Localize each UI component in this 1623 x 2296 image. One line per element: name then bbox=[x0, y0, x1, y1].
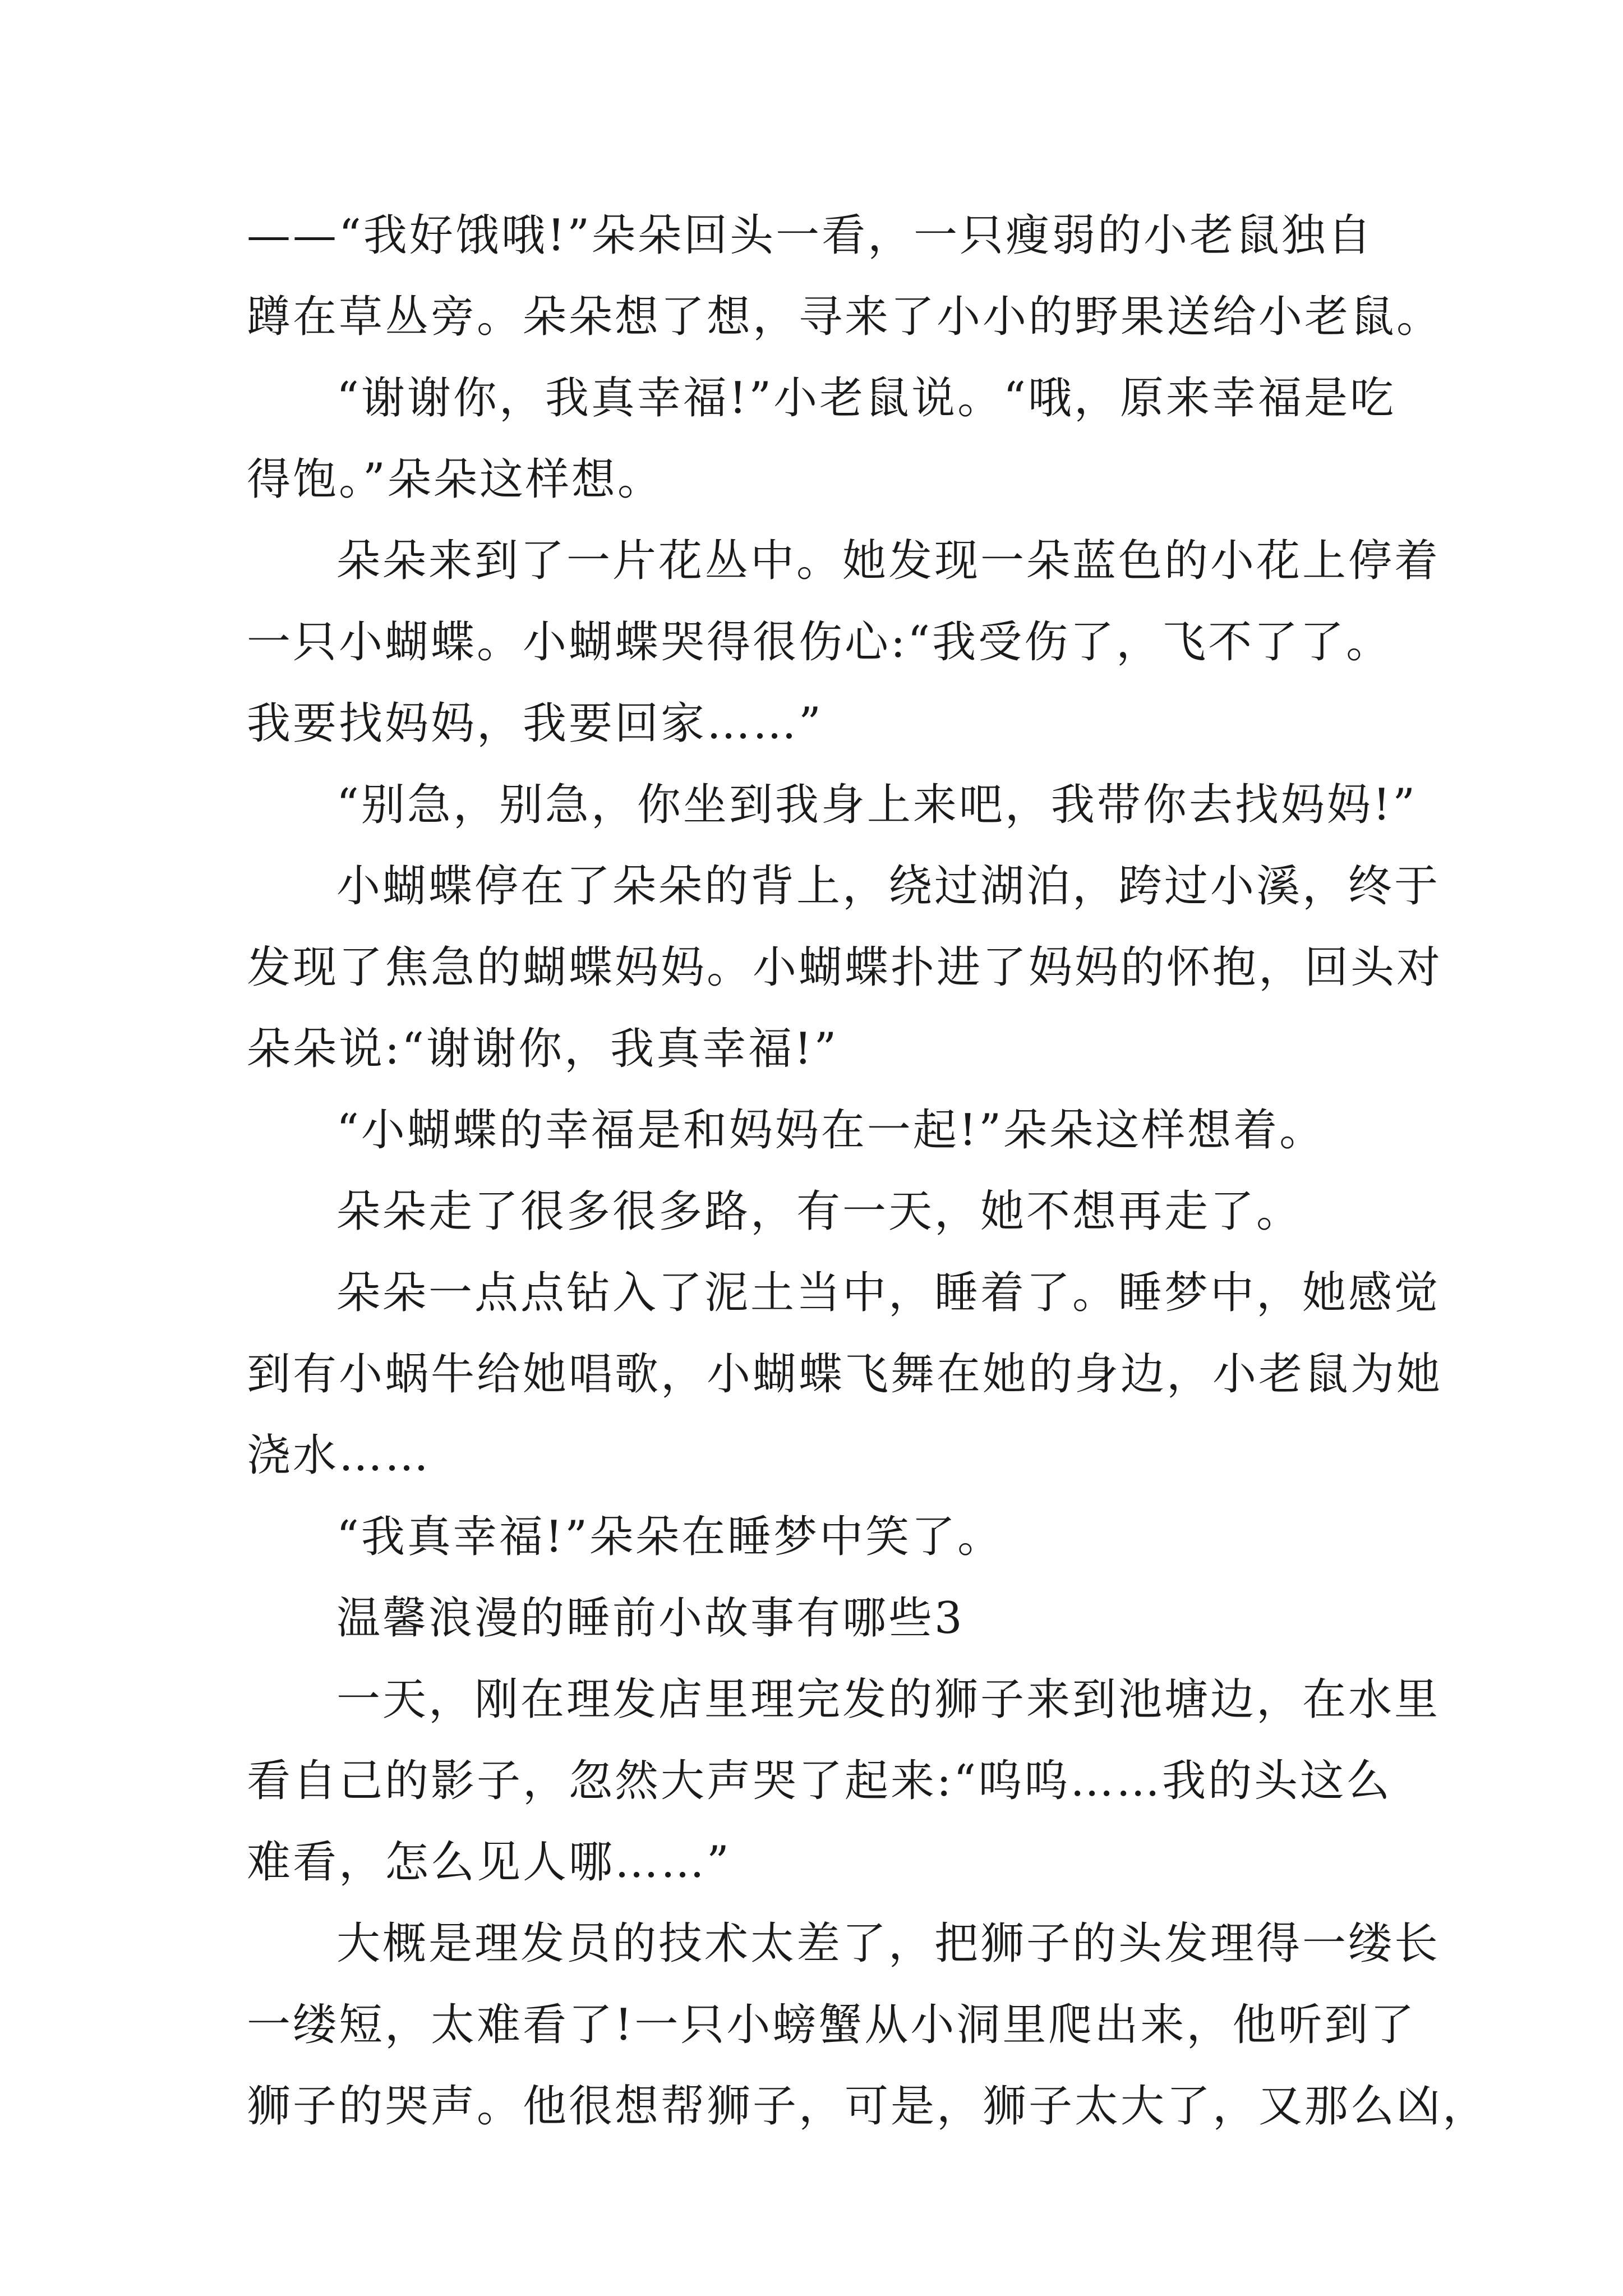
text-line: 狮子的哭声。他很想帮狮子，可是，狮子太大了，又那么凶， bbox=[247, 2081, 1489, 2132]
text-line: “小蝴蝶的幸福是和妈妈在一起!”朵朵这样想着。 bbox=[336, 1105, 1326, 1156]
text-line: 一缕短，太难看了!一只小螃蟹从小洞里爬出来，他听到了 bbox=[247, 2000, 1417, 2050]
text-line: 朵朵走了很多很多路，有一天，她不想再走了。 bbox=[336, 1186, 1303, 1237]
section-heading: 温馨浪漫的睡前小故事有哪些3 bbox=[336, 1593, 965, 1644]
text-line: “谢谢你，我真幸福!”小老鼠说。“哦，原来幸福是吃 bbox=[336, 373, 1396, 424]
text-line: 大概是理发员的技术太差了，把狮子的头发理得一缕长 bbox=[336, 1918, 1441, 1969]
text-line: 朵朵说:“谢谢你，我真幸福!” bbox=[247, 1024, 839, 1074]
text-line: ——“我好饿哦!”朵朵回头一看，一只瘦弱的小老鼠独自 bbox=[247, 210, 1374, 261]
text-line: 我要找妈妈，我要回家……” bbox=[247, 698, 823, 749]
text-line: 蹲在草丛旁。朵朵想了想，寻来了小小的野果送给小老鼠。 bbox=[247, 292, 1443, 342]
text-line: 难看，怎么见人哪……” bbox=[247, 1837, 731, 1888]
text-line: 浇水…… bbox=[247, 1430, 431, 1481]
text-line: “我真幸福!”朵朵在睡梦中笑了。 bbox=[336, 1512, 1004, 1562]
text-line: 一天，刚在理发店里理完发的狮子来到池塘边，在水里 bbox=[336, 1674, 1441, 1725]
text-line: “别急，别急，你坐到我身上来吧，我带你去找妈妈!” bbox=[336, 780, 1418, 830]
text-line: 朵朵来到了一片花丛中。她发现一朵蓝色的小花上停着 bbox=[336, 536, 1441, 586]
text-line: 小蝴蝶停在了朵朵的背上，绕过湖泊，跨过小溪，终于 bbox=[336, 861, 1441, 912]
text-line: 发现了焦急的蝴蝶妈妈。小蝴蝶扑进了妈妈的怀抱，回头对 bbox=[247, 942, 1443, 993]
text-line: 得饱。”朵朵这样想。 bbox=[247, 454, 663, 505]
text-line: 到有小蜗牛给她唱歌，小蝴蝶飞舞在她的身边，小老鼠为她 bbox=[247, 1349, 1443, 1400]
text-line: 一只小蝴蝶。小蝴蝶哭得很伤心:“我受伤了，飞不了了。 bbox=[247, 617, 1393, 668]
text-line: 看自己的影子，忽然大声哭了起来:“呜呜……我的头这么 bbox=[247, 1756, 1393, 1806]
text-line: 朵朵一点点钻入了泥土当中，睡着了。睡梦中，她感觉 bbox=[336, 1268, 1441, 1318]
